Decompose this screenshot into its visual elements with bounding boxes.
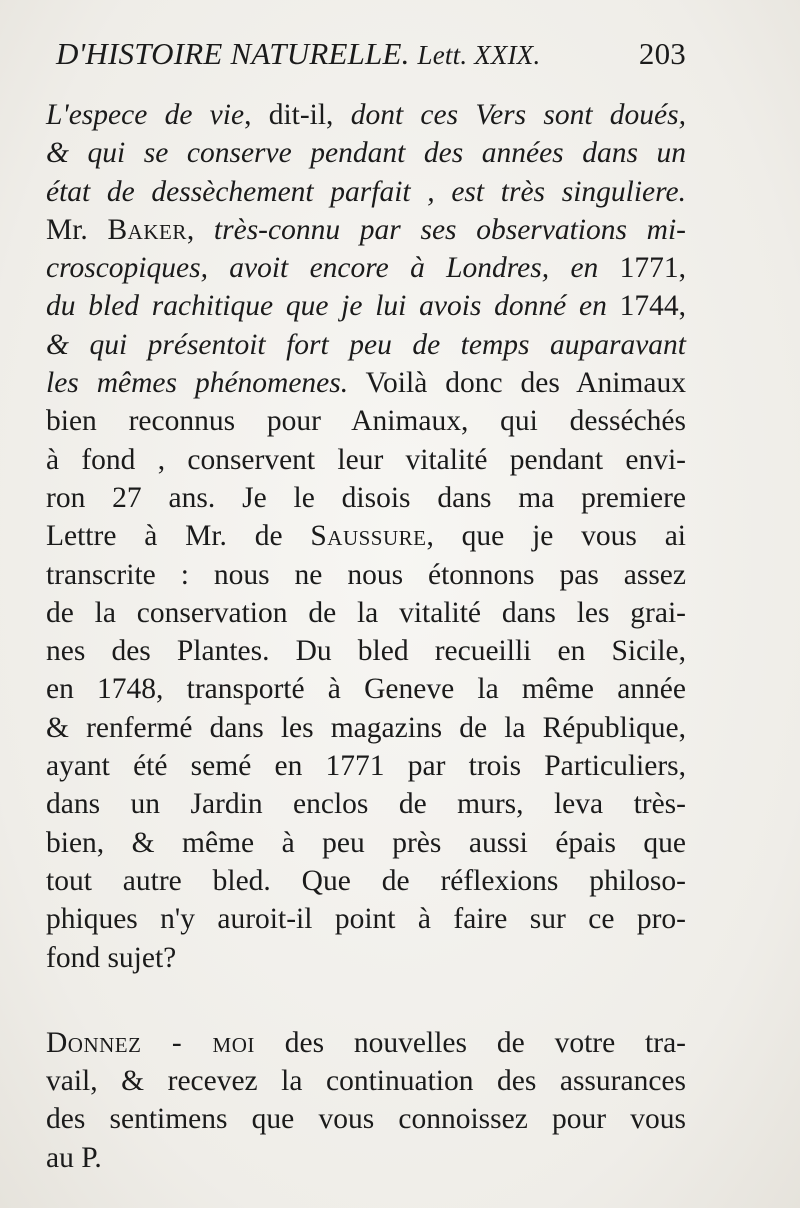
text-segment: les mêmes phénomenes.: [46, 367, 349, 400]
text-segment: des nouvelles de votre tra-: [254, 1026, 686, 1059]
text-line: [46, 96, 686, 134]
year: 1771,: [598, 252, 687, 285]
text-line: phiques n'y auroit-il point à faire sur ce pro-: [46, 903, 686, 936]
text-line: [46, 249, 686, 287]
person-name: Saussure: [310, 520, 427, 553]
text-segment: ,: [186, 213, 214, 246]
paragraph-gap: [46, 977, 686, 1024]
running-header: [56, 36, 686, 72]
text-line: & renfermé dans les magazins de la République,: [46, 711, 686, 744]
text-line: à fond , conservent leur vitalité pendant envi-: [46, 443, 686, 476]
text-line: dans un Jardin enclos de murs, leva très-: [46, 788, 686, 821]
text-segment: L'espece de vie: [46, 99, 245, 131]
text-line: bien, & même à peu près aussi épais que: [46, 826, 686, 859]
text-line: ayant été semé en 1771 par trois Particuliers,: [46, 750, 686, 783]
text-segment: Mr.: [46, 213, 108, 246]
text-line: [46, 287, 686, 325]
opening-small-caps: Donnez - moi: [46, 1026, 255, 1059]
text-line: [46, 211, 686, 249]
text-segment: très-connu par ses observations mi-: [213, 213, 686, 246]
text-segment: , que je vous ai: [426, 520, 686, 553]
text-segment: , dit-il,: [244, 99, 351, 131]
text-line: nes des Plantes. Du bled recueilli en Sicile,: [46, 635, 686, 668]
text-segment: croscopiques, avoit encore à Londres, en: [46, 252, 599, 285]
text-line: & qui présentoit fort peu de temps auparavant: [46, 328, 686, 361]
page-number: 203: [638, 36, 686, 71]
text-line: [46, 517, 686, 555]
text-line: vail, & recevez la continuation des assurances: [46, 1065, 686, 1098]
text-line: [46, 364, 686, 402]
text-line: tout autre bled. Que de réflexions philoso-: [46, 864, 686, 897]
text-line: au P.: [46, 1141, 102, 1174]
body-text: [46, 96, 686, 1177]
person-name: Baker: [107, 213, 187, 246]
text-line: transcrite : nous ne nous étonnons pas assez: [46, 558, 686, 591]
text-line: [46, 1024, 686, 1062]
text-line: ron 27 ans. Je le disois dans ma premiere: [46, 481, 686, 514]
running-title: D'HISTOIRE NATURELLE.: [56, 36, 410, 71]
text-line: fond sujet?: [46, 941, 177, 974]
text-segment: Voilà donc des Animaux: [348, 367, 686, 400]
text-line: & qui se conserve pendant des années dans un: [46, 137, 686, 170]
text-line: bien reconnus pour Animaux, qui desséchés: [46, 405, 686, 438]
text-segment: dont ces Vers sont doués,: [350, 99, 687, 131]
year: 1744,: [606, 290, 687, 323]
text-line: en 1748, transporté à Geneve la même année: [46, 673, 686, 706]
text-segment: Lettre à Mr. de: [46, 520, 311, 553]
letter-reference: Lett. XXIX.: [417, 40, 541, 70]
text-line: des sentimens que vous connoissez pour vous: [46, 1103, 686, 1136]
text-line: de la conservation de la vitalité dans les grai-: [46, 596, 686, 629]
text-line: état de dessèchement parfait , est très singuliere.: [46, 175, 686, 208]
text-segment: du bled rachitique que je lui avois donné en: [46, 290, 607, 323]
